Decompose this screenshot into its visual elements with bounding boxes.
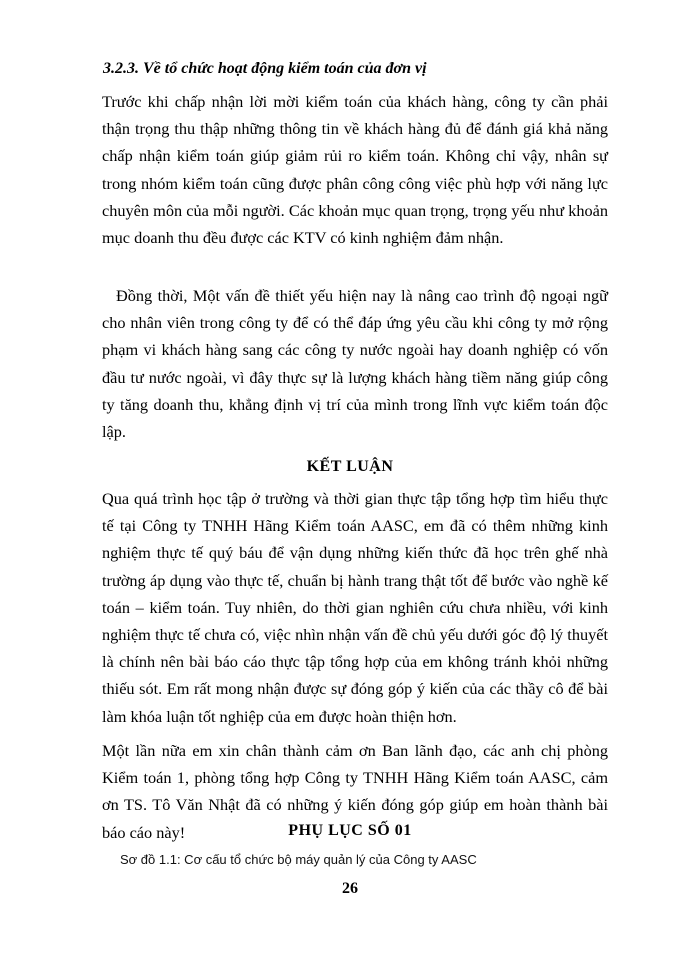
conclusion-title: KẾT LUẬN xyxy=(306,458,394,475)
appendix-caption: Sơ đồ 1.1: Cơ cấu tổ chức bộ máy quản lý của Công ty AASC xyxy=(120,852,477,867)
section-paragraph-2: Đồng thời, Một vấn đề thiết yếu hiện nay là nâng cao trình độ ngoại ngữ cho nhân viên trong công ty để có thể đáp ứng yêu cầu khi công ty mở rộng phạm vi khách hàng sang các công ty nước ngoài hay doanh nghiệp có vốn đầu tư nước ngoài, vì đây thực sự là lượng khách hàng tiềm năng giúp công ty tăng doanh thu, khẳng định vị trí của mình trong lĩnh vực kiểm toán độc lập. xyxy=(102,286,608,442)
section-paragraph-1: Trước khi chấp nhận lời mời kiểm toán của khách hàng, công ty cần phải thận trọng thu thập những thông tin về khách hàng đủ để đánh giá khả năng chấp nhận kiểm toán giúp giảm rủi ro kiểm toán. Không chỉ vậy, nhân sự trong nhóm kiểm toán cũng được phân công công việc phù hợp với năng lực chuyên môn của mỗi người. Các khoản mục quan trọng, trọng yếu như khoản mục doanh thu đều được các KTV có kinh nghiệm đảm nhận. xyxy=(102,92,608,248)
appendix-title: PHỤ LỤC SỐ 01 xyxy=(288,822,412,839)
page-number: 26 xyxy=(342,880,358,897)
conclusion-paragraph-2: Một lần nữa em xin chân thành cảm ơn Ban lãnh đạo, các anh chị phòng Kiểm toán 1, phòng tổng hợp Công ty TNHH Hãng Kiểm toán AASC, cảm ơn TS. Tô Văn Nhật đã có những ý kiến đóng góp giúp em hoàn thành bài báo cáo này! xyxy=(102,741,608,842)
conclusion-paragraph-1: Qua quá trình học tập ở trường và thời gian thực tập tổng hợp tìm hiểu thực tế tại Công ty TNHH Hãng Kiểm toán AASC, em đã có thêm những kinh nghiệm thực tế quý báu để vận dụng những kiến thức đã học trên ghế nhà trường áp dụng vào thực tế, chuẩn bị hành trang thật tốt để bước vào nghề kế toán – kiểm toán. Tuy nhiên, do thời gian nghiên cứu chưa nhiều, với kinh nghiệm thực tế chưa có, việc nhìn nhận vấn đề chủ yếu dưới góc độ lý thuyết là chính nên bài báo cáo thực tập tổng hợp của em không tránh khỏi những thiếu sót. Em rất mong nhận được sự đóng góp ý kiến của các thầy cô để bài làm khóa luận tốt nghiệp của em được hoàn thiện hơn. xyxy=(102,489,608,726)
section-heading: 3.2.3. Về tổ chức hoạt động kiểm toán của đơn vị xyxy=(103,60,427,77)
